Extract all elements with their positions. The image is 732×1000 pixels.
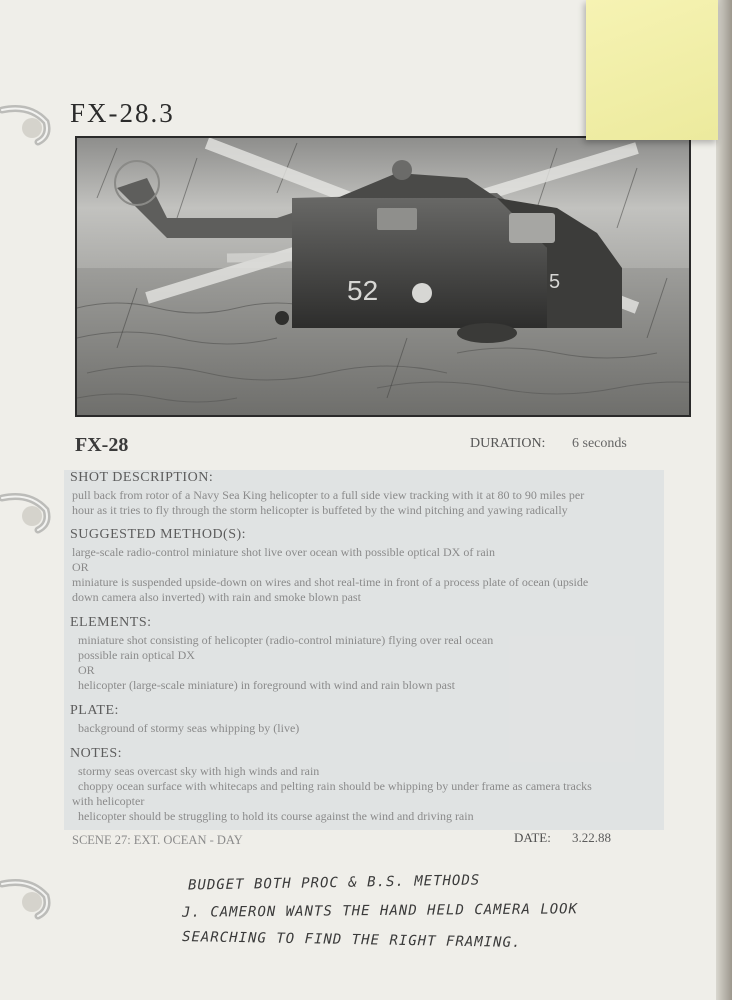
plate-heading: PLATE: [70,703,119,718]
suggested-methods-heading: SUGGESTED METHOD(S): [70,527,247,542]
notes-heading: NOTES: [70,746,122,761]
notes-line: with helicopter [72,794,145,808]
elements-line: OR [78,663,95,677]
binder-ring [0,100,52,156]
elements-line: helicopter (large-scale miniature) in foreground with wind and rain blown past [78,678,455,692]
plate-line: background of stormy seas whipping by (live) [78,721,300,735]
handwritten-note-line: BUDGET BOTH PROC & B.S. METHODS [187,872,481,894]
shot-id-heading: FX-28.3 [70,98,175,128]
scene-slug: SCENE 27: EXT. OCEAN - DAY [72,833,243,847]
shot-code: FX-28 [75,434,129,456]
suggested-methods-line: miniature is suspended upside-down on wires and shot real-time in front of a process plate of ocean (upside [72,575,589,589]
page-stack-edge [716,0,732,1000]
shot-description-line: pull back from rotor of a Navy Sea King helicopter to a full side view tracking with it at 80 to 90 miles per [72,488,585,502]
notes-line: choppy ocean surface with whitecaps and pelting rain should be whipping by under frame as camera tracks [78,779,592,793]
shot-description-heading: SHOT DESCRIPTION: [70,470,214,485]
binder-ring [0,874,52,930]
navy-roundel [412,283,432,303]
suggested-methods-line: large-scale radio-control miniature shot live over ocean with possible optical DX of rain [72,545,495,559]
suggested-methods-line: down camera also inverted) with rain and smoke blown past [72,590,361,604]
rotor-hub [392,160,412,180]
elements-line: possible rain optical DX [78,648,195,662]
sticky-note [586,0,718,140]
notes-line: helicopter should be struggling to hold its course against the wind and driving rain [78,809,474,823]
elements-heading: ELEMENTS: [70,615,152,630]
cockpit-window [509,213,555,243]
fuselage [292,193,547,328]
binder-ring-icon [0,874,52,930]
date-value: 3.22.88 [572,830,611,845]
sponson-float [457,323,517,343]
elements-line: miniature shot consisting of helicopter (radio-control miniature) flying over real ocean [78,633,494,647]
handwritten-note-line: SEARCHING TO FIND THE RIGHT FRAMING. [181,929,522,951]
helicopter-sketch [77,138,689,415]
notes-line: stormy seas overcast sky with high winds and rain [78,764,320,778]
duration-label: DURATION: [470,436,546,451]
shot-description-line: hour as it tries to fly through the storm helicopter is buffeted by the wind pitching and yawing radically [72,503,568,517]
tail-wheel [275,311,289,325]
handwritten-note-line: J. CAMERON WANTS THE HAND HELD CAMERA LOOK [181,901,579,921]
date-label: DATE: [514,830,551,845]
door-number-text: 5 [549,271,561,293]
tail-number-text: 52 [347,275,379,306]
cabin-window [377,208,417,230]
binder-ring-icon [0,100,52,156]
duration-value: 6 seconds [572,436,627,451]
storyboard-illustration [75,136,691,417]
binder-ring [0,488,52,544]
binder-ring-icon [0,488,52,544]
suggested-methods-line: OR [72,560,89,574]
